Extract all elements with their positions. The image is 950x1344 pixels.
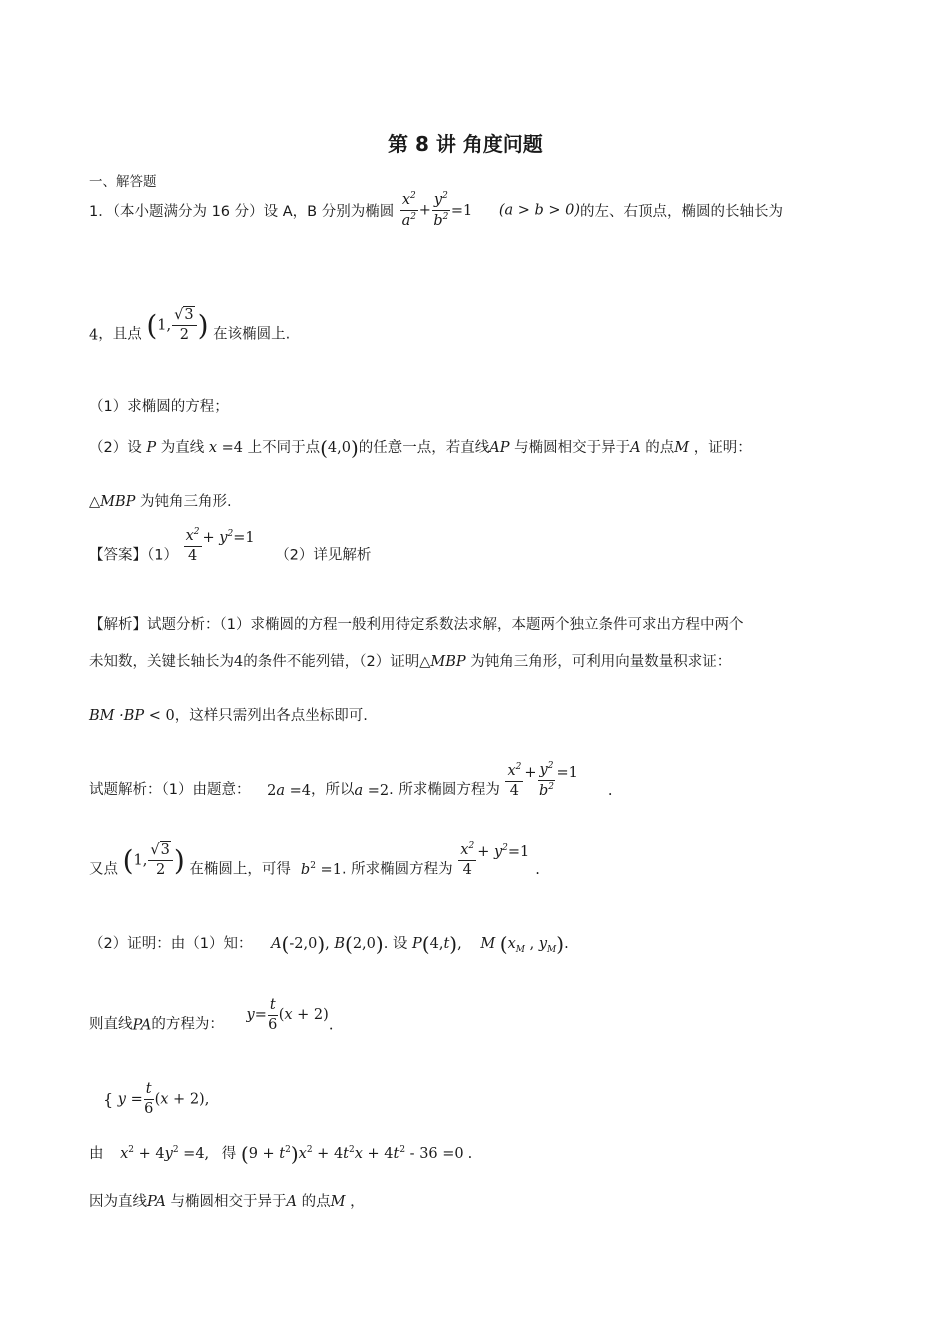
question-1-part-1: （1）求椭圆的方程；: [89, 399, 229, 415]
solution-line-2: 又点 (1, $\frac{√3}{2}$ ) 在椭圆上，可得 $b^2 =1$. 所求椭圆方程为 $\frac{x^2}{4}$ + $y^2=1$.: [89, 841, 540, 879]
analysis-line-2: 未知数，关键长轴长为4的条件不能列错，（2）证明△MBP 为钝角三角形，可利用向量数量积求证：: [89, 654, 732, 670]
page-title: 第 8 讲 角度问题: [388, 132, 543, 156]
solution-formula-1: $\frac{x^2}{4}$: [507, 761, 522, 799]
solution-line-1: 试题解析：（1）由题意： 2a =4，所以a =2. 所求椭圆方程为 $\frac{x^2}{4}$ + $\frac{y^2}{b^2}$ =1.: [89, 761, 613, 800]
question-1-part-2: （2）设 P 为直线 x =4 上不同于点(4,0)的任意一点，若直线AP 与椭圆相交于异于A 的点M ，证明：: [89, 436, 752, 460]
question-1-line-2: 4，且点 (1, $\frac{√3}{2}$ ) 在该椭圆上.: [89, 307, 291, 344]
answer-formula: $\frac{x^2}{4}$: [185, 527, 200, 565]
formula-ellipse: $\frac{x^2}{a^2}$: [401, 191, 416, 229]
question-1-part-2-end: △MBP 为钝角三角形.: [89, 494, 232, 510]
formula-point: (1, $\frac{√3}{2}$ ): [146, 307, 209, 344]
section-heading: 一、解答题: [89, 174, 157, 190]
analysis-line-1: 【解析】试题分析：（1）求椭圆的方程一般利用待定系数法求解，本题两个独立条件可求出方程中两个: [89, 617, 744, 633]
solution-line-6: 因为直线PA 与椭圆相交于异于A 的点M ，: [89, 1194, 365, 1210]
solution-line-4: 则直线PA的方程为： y= $\frac{t}{6}$ (x + 2).: [89, 997, 334, 1034]
answer-line: 【答案】（1） $\frac{x^2}{4}$ + $y^2=1$ （2）详见解析: [89, 527, 372, 565]
analysis-line-3: BM ·BP < 0，这样只需列出各点坐标即可.: [89, 708, 368, 724]
formula-condition: (a > b > 0): [498, 202, 581, 219]
solution-line-3: （2）证明：由（1）知： A(-2,0), B(2,0). 设 P(4,t), M ($x_M$ , $y_M$).: [89, 932, 569, 956]
question-1-line-1: 1．（本小题满分为 16 分）设 A，B 分别为椭圆 $\frac{x^2}{a^2}$ + $\frac{y^2}{b^2}$ =1 (a > b > 0)的左、右顶点，椭圆的长轴长为: [89, 191, 784, 229]
